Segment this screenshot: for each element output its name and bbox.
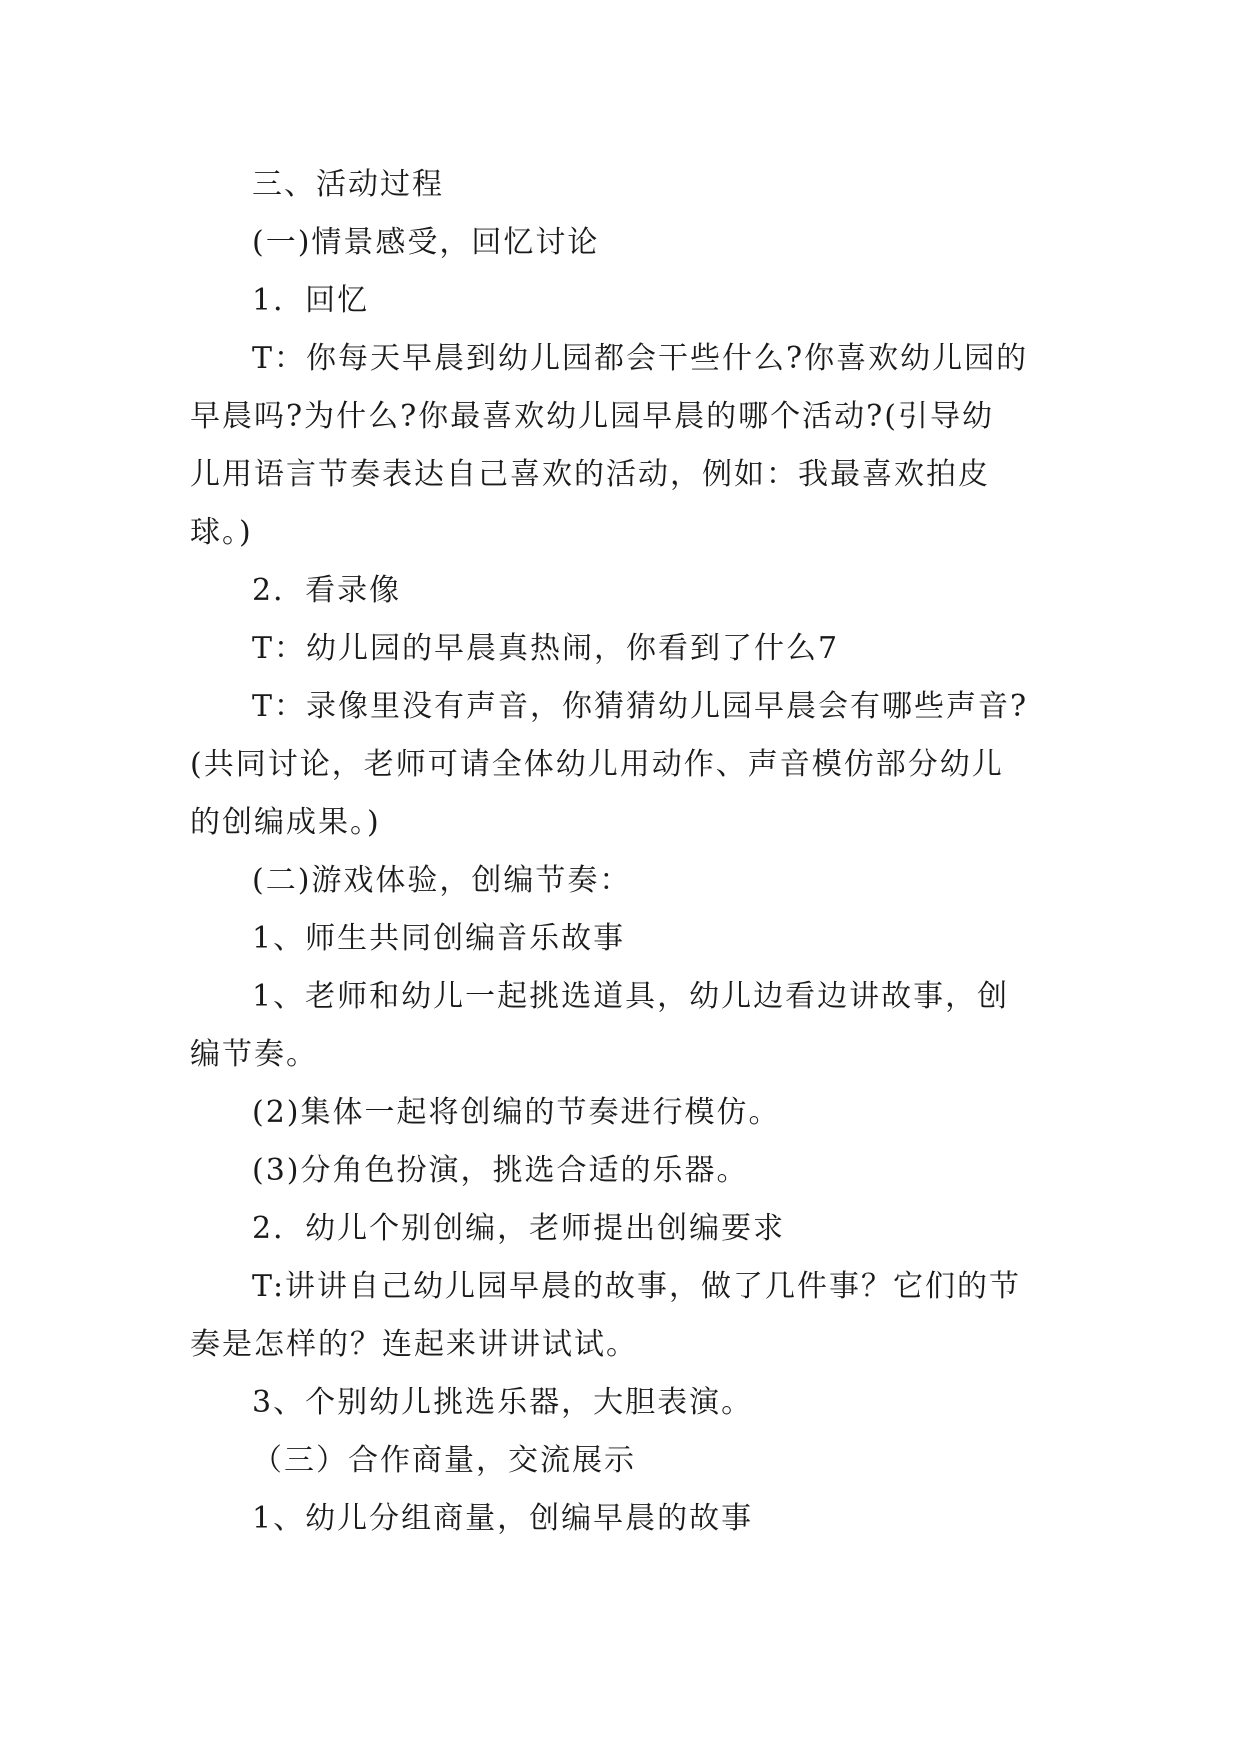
step-heading: 1、师生共同创编音乐故事 (252, 921, 626, 956)
step-heading: 2．幼儿个别创编，老师提出创编要求 (252, 1211, 786, 1246)
document-body (190, 156, 1050, 1548)
paragraph-line: 早晨吗?为什么?你最喜欢幼儿园早晨的哪个活动?(引导幼 (190, 399, 994, 434)
paragraph-line: 编节奏。 (190, 1037, 318, 1072)
step-heading: 2．看录像 (252, 573, 402, 608)
paragraph-line: (共同讨论，老师可请全体幼儿用动作、声音模仿部分幼儿 (190, 747, 1004, 782)
section-heading: 三、活动过程 (252, 167, 444, 202)
paragraph-line: 奏是怎样的？连起来讲讲试试。 (190, 1327, 638, 1362)
paragraph-line: 儿用语言节奏表达自己喜欢的活动，例如：我最喜欢拍皮 (190, 457, 990, 492)
paragraph-line: 球。) (190, 515, 253, 550)
paragraph-line: T：幼儿园的早晨真热闹，你看到了什么7 (252, 631, 840, 666)
paragraph-line: T:讲讲自己幼儿园早晨的故事，做了几件事？它们的节 (252, 1269, 1022, 1304)
subsection-heading: (二)游戏体验，创编节奏： (252, 863, 632, 898)
step-heading: 1、幼儿分组商量，创编早晨的故事 (252, 1501, 754, 1536)
step-heading: 3、个别幼儿挑选乐器，大胆表演。 (252, 1385, 754, 1420)
paragraph-line: (2)集体一起将创编的节奏进行模仿。 (252, 1095, 781, 1130)
subsection-heading: （三）合作商量，交流展示 (252, 1443, 636, 1478)
paragraph-line: T：你每天早晨到幼儿园都会干些什么?你喜欢幼儿园的 (252, 341, 1029, 376)
subsection-heading: (一)情景感受，回忆讨论 (252, 225, 600, 260)
step-heading: 1．回忆 (252, 283, 370, 318)
paragraph-line: 1、老师和幼儿一起挑选道具，幼儿边看边讲故事，创 (252, 979, 1010, 1014)
paragraph-line: 的创编成果。) (190, 805, 381, 840)
paragraph-line: (3)分角色扮演，挑选合适的乐器。 (252, 1153, 749, 1188)
paragraph-line: T：录像里没有声音，你猜猜幼儿园早晨会有哪些声音? (252, 689, 1029, 724)
